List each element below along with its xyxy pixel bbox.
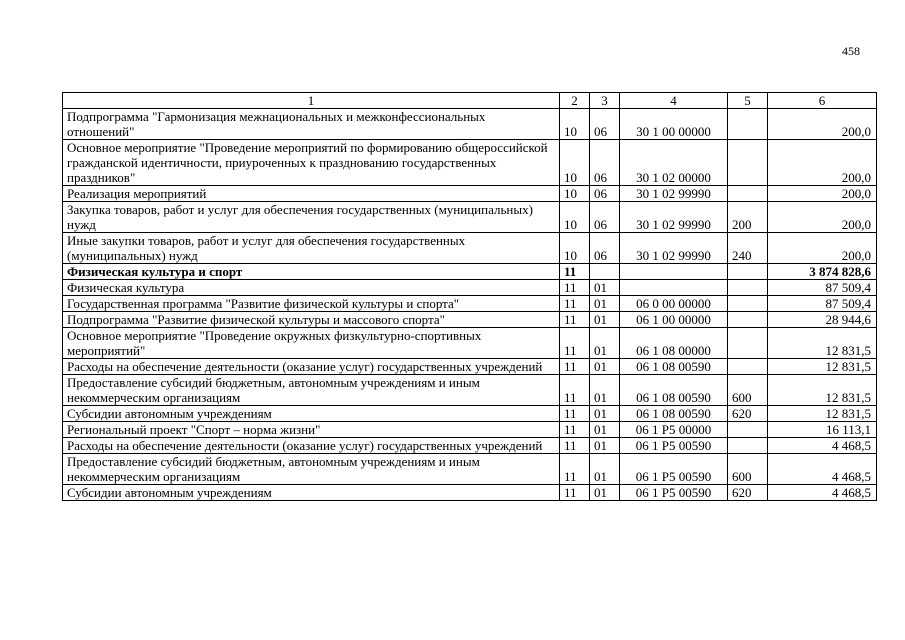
target-article-cell: 06 1 00 00000 — [620, 312, 728, 328]
table-row — [63, 375, 877, 406]
subsection-code-cell: 01 — [590, 485, 620, 501]
amount-cell: 12 831,5 — [768, 406, 877, 422]
expense-type-cell: 620 — [728, 406, 768, 422]
table-row — [63, 406, 877, 422]
row-name-cell: Физическая культура — [63, 280, 560, 296]
expense-type-cell: 600 — [728, 375, 768, 406]
target-article-cell: 06 0 00 00000 — [620, 296, 728, 312]
amount-cell: 4 468,5 — [768, 438, 877, 454]
target-article-cell: 30 1 02 99990 — [620, 202, 728, 233]
row-name-cell: Государственная программа "Развитие физической культуры и спорта" — [63, 296, 560, 312]
amount-cell: 16 113,1 — [768, 422, 877, 438]
target-article-cell: 30 1 02 00000 — [620, 140, 728, 186]
table-row — [63, 233, 877, 264]
section-code-cell: 10 — [560, 202, 590, 233]
section-code-cell: 11 — [560, 280, 590, 296]
amount-cell: 87 509,4 — [768, 280, 877, 296]
target-article-cell: 06 1 P5 00590 — [620, 454, 728, 485]
amount-cell: 200,0 — [768, 202, 877, 233]
subsection-code-cell: 01 — [590, 280, 620, 296]
expense-type-cell — [728, 296, 768, 312]
row-name-cell: Расходы на обеспечение деятельности (оказание услуг) государственных учреждений — [63, 359, 560, 375]
subsection-code-cell: 01 — [590, 375, 620, 406]
budget-table — [62, 92, 877, 501]
section-code-cell: 10 — [560, 186, 590, 202]
expense-type-cell — [728, 422, 768, 438]
row-name-cell: Предоставление субсидий бюджетным, автономным учреждениям и иным некоммерческим организациям — [63, 454, 560, 485]
section-code-cell: 10 — [560, 233, 590, 264]
table-row — [63, 186, 877, 202]
expense-type-cell — [728, 280, 768, 296]
amount-cell: 3 874 828,6 — [768, 264, 877, 280]
row-name-cell: Закупка товаров, работ и услуг для обеспечения государственных (муниципальных) нужд — [63, 202, 560, 233]
column-header: 3 — [590, 93, 620, 109]
section-code-cell: 11 — [560, 296, 590, 312]
amount-cell: 12 831,5 — [768, 359, 877, 375]
amount-cell: 12 831,5 — [768, 375, 877, 406]
expense-type-cell — [728, 109, 768, 140]
target-article-cell: 30 1 00 00000 — [620, 109, 728, 140]
subsection-code-cell: 01 — [590, 422, 620, 438]
amount-cell: 200,0 — [768, 109, 877, 140]
section-code-cell: 11 — [560, 359, 590, 375]
column-header: 5 — [728, 93, 768, 109]
target-article-cell: 30 1 02 99990 — [620, 186, 728, 202]
column-header: 1 — [63, 93, 560, 109]
column-header: 4 — [620, 93, 728, 109]
row-name-cell: Субсидии автономным учреждениям — [63, 406, 560, 422]
section-code-cell: 10 — [560, 109, 590, 140]
table-row — [63, 485, 877, 501]
amount-cell: 28 944,6 — [768, 312, 877, 328]
expense-type-cell — [728, 328, 768, 359]
table-row — [63, 328, 877, 359]
expense-type-cell: 620 — [728, 485, 768, 501]
row-name-cell: Основное мероприятие "Проведение окружных физкультурно-спортивных мероприятий" — [63, 328, 560, 359]
row-name-cell: Основное мероприятие "Проведение мероприятий по формированию общероссийской гражданской идентичности, приуроченных к празднованию государственных праздников" — [63, 140, 560, 186]
section-code-cell: 11 — [560, 328, 590, 359]
subsection-code-cell: 01 — [590, 328, 620, 359]
target-article-cell: 06 1 P5 00000 — [620, 422, 728, 438]
target-article-cell: 06 1 P5 00590 — [620, 438, 728, 454]
expense-type-cell — [728, 359, 768, 375]
expense-type-cell — [728, 312, 768, 328]
subsection-code-cell: 06 — [590, 109, 620, 140]
section-code-cell: 11 — [560, 406, 590, 422]
table-row — [63, 438, 877, 454]
subsection-code-cell: 06 — [590, 140, 620, 186]
table-row — [63, 454, 877, 485]
table-row — [63, 202, 877, 233]
target-article-cell: 06 1 08 00590 — [620, 375, 728, 406]
subsection-code-cell: 06 — [590, 202, 620, 233]
expense-type-cell: 240 — [728, 233, 768, 264]
section-code-cell: 11 — [560, 454, 590, 485]
subsection-code-cell: 01 — [590, 406, 620, 422]
table-row — [63, 264, 877, 280]
budget-table-body — [63, 93, 877, 501]
expense-type-cell — [728, 186, 768, 202]
row-name-cell: Подпрограмма "Гармонизация межнациональных и межконфессиональных отношений" — [63, 109, 560, 140]
target-article-cell: 30 1 02 99990 — [620, 233, 728, 264]
subsection-code-cell: 01 — [590, 312, 620, 328]
table-row — [63, 422, 877, 438]
amount-cell: 87 509,4 — [768, 296, 877, 312]
subsection-code-cell: 01 — [590, 359, 620, 375]
table-header-row — [63, 93, 877, 109]
row-name-cell: Иные закупки товаров, работ и услуг для обеспечения государственных (муниципальных) нужд — [63, 233, 560, 264]
amount-cell: 200,0 — [768, 140, 877, 186]
target-article-cell: 06 1 08 00000 — [620, 328, 728, 359]
table-row — [63, 280, 877, 296]
amount-cell: 4 468,5 — [768, 485, 877, 501]
section-code-cell: 10 — [560, 140, 590, 186]
row-name-cell: Физическая культура и спорт — [63, 264, 560, 280]
subsection-code-cell: 01 — [590, 296, 620, 312]
section-code-cell: 11 — [560, 375, 590, 406]
target-article-cell — [620, 280, 728, 296]
target-article-cell: 06 1 08 00590 — [620, 359, 728, 375]
amount-cell: 200,0 — [768, 186, 877, 202]
page-number: 458 — [842, 44, 860, 58]
subsection-code-cell: 01 — [590, 438, 620, 454]
subsection-code-cell: 01 — [590, 454, 620, 485]
subsection-code-cell: 06 — [590, 186, 620, 202]
subsection-code-cell: 06 — [590, 233, 620, 264]
table-row — [63, 312, 877, 328]
expense-type-cell — [728, 140, 768, 186]
table-row — [63, 140, 877, 186]
section-code-cell: 11 — [560, 438, 590, 454]
target-article-cell: 06 1 08 00590 — [620, 406, 728, 422]
target-article-cell — [620, 264, 728, 280]
expense-type-cell: 600 — [728, 454, 768, 485]
row-name-cell: Региональный проект "Спорт – норма жизни" — [63, 422, 560, 438]
section-code-cell: 11 — [560, 485, 590, 501]
row-name-cell: Субсидии автономным учреждениям — [63, 485, 560, 501]
subsection-code-cell — [590, 264, 620, 280]
expense-type-cell — [728, 264, 768, 280]
row-name-cell: Реализация мероприятий — [63, 186, 560, 202]
section-code-cell: 11 — [560, 264, 590, 280]
target-article-cell: 06 1 P5 00590 — [620, 485, 728, 501]
amount-cell: 4 468,5 — [768, 454, 877, 485]
row-name-cell: Расходы на обеспечение деятельности (оказание услуг) государственных учреждений — [63, 438, 560, 454]
table-row — [63, 296, 877, 312]
amount-cell: 12 831,5 — [768, 328, 877, 359]
amount-cell: 200,0 — [768, 233, 877, 264]
table-row — [63, 109, 877, 140]
column-header: 6 — [768, 93, 877, 109]
table-row — [63, 359, 877, 375]
row-name-cell: Подпрограмма "Развитие физической культуры и массового спорта" — [63, 312, 560, 328]
expense-type-cell: 200 — [728, 202, 768, 233]
section-code-cell: 11 — [560, 312, 590, 328]
row-name-cell: Предоставление субсидий бюджетным, автономным учреждениям и иным некоммерческим организациям — [63, 375, 560, 406]
expense-type-cell — [728, 438, 768, 454]
section-code-cell: 11 — [560, 422, 590, 438]
column-header: 2 — [560, 93, 590, 109]
